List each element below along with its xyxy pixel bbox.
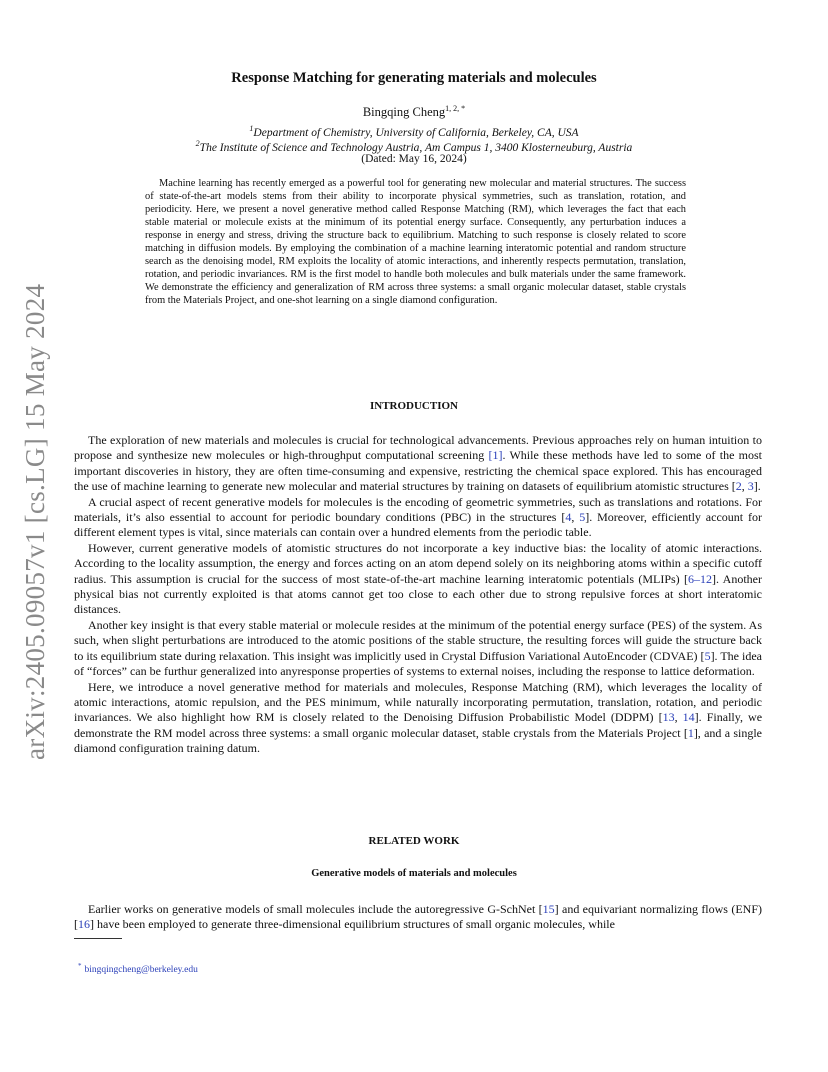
- text-run: ] and equivariant normalizing flows (ENF) [: [74, 902, 762, 932]
- footnote-mark: *: [78, 962, 82, 970]
- author-name: Bingqing Cheng: [362, 105, 446, 120]
- citation-link[interactable]: 6–12: [688, 571, 712, 586]
- intro-paragraph-3: [74, 541, 762, 618]
- author-line: [0, 104, 828, 120]
- intro-paragraph-4: [74, 618, 762, 680]
- intro-paragraph-2: [74, 495, 762, 541]
- text-run: ] have been employed to generate three-dimensional equilibrium structures of small organic molecules, while: [90, 917, 615, 932]
- text-run: The exploration of new materials and molecules is crucial for technological advancements. Previous approaches rely on human intuition to propose and synthesize new molecules or high-throughput computational screening: [74, 433, 762, 463]
- paper-title: Response Matching for generating materials and molecules: [231, 70, 597, 86]
- affiliation-1-text: Department of Chemistry, University of California, Berkeley, CA, USA: [253, 126, 579, 139]
- affiliation-2-mark: 2: [195, 139, 200, 148]
- citation-link[interactable]: 3: [747, 479, 754, 494]
- dated-line: (Dated: May 16, 2024): [361, 153, 467, 165]
- text-run: ,: [571, 510, 580, 525]
- introduction-heading: INTRODUCTION: [369, 400, 458, 412]
- citation-link[interactable]: 13: [662, 710, 675, 725]
- affiliation-2: [0, 139, 828, 154]
- intro-paragraph-1: [74, 433, 762, 495]
- footnote: [78, 962, 198, 975]
- footnote-divider: [74, 938, 122, 939]
- affiliation-2-text: The Institute of Science and Technology Austria, Am Campus 1, 3400 Klosterneuburg, Austria: [199, 141, 633, 154]
- intro-paragraph-5: [74, 680, 762, 757]
- text-run: ]. The idea of “forces” can be furthur generalized into anyresponse properties of systems to external noises, including the response to lattice deformation.: [74, 648, 763, 679]
- citation-link[interactable]: 15: [542, 902, 555, 916]
- abstract: Machine learning has recently emerged as a powerful tool for generating new molecular and material structures. The success of state-of-the-art models stems from their ability to incorporate physical symmetries, such as translation, rotation, and periodicity. Here, we present a novel generative method called Response Matching (RM), which leverages the fact that each stable material or molecule exists at the minimum of its potential energy surface. Consequently, any perturbation induces a response in energy and stress, driving the structure back to equilibrium. Matching to such response is closely related to score matching in diffusion models. By employing the combination of a machine learning interatomic potential and random structure search as the denoising model, RM exploits the locality of atomic interactions, and inherently respects permutation, translation, rotation, and periodic invariances. RM is the first model to handle both molecules and bulk materials under the same framework. We demonstrate the efficiency and generalization of RM across three systems: a small organic molecular dataset, stable crystals from the Materials Project, and one-shot learning on a single diamond configuration.: [145, 178, 686, 306]
- text-run: ]. Another physical bias not currently exploited is that atoms cannot get too close to each other due to strong repulsive forces at short interatomic distances.: [74, 571, 762, 617]
- citation-link[interactable]: 2: [735, 479, 742, 494]
- text-run: Here, we introduce a novel generative method for materials and molecules, Response Matching (RM), which leverages the locality of atomic interactions, atomic repulsion, and the PES minimum, while naturally incorporating permutation, translation, rotation, and periodic invariances. We also highlight how RM is closely related to the Denoising Diffusion Probabilistic Model (DDPM) [: [74, 679, 762, 725]
- related-work-heading: RELATED WORK: [368, 835, 460, 847]
- author-marks: 1, 2, *: [445, 104, 466, 113]
- citation-link[interactable]: [1]: [488, 448, 503, 463]
- text-run: ,: [741, 479, 748, 494]
- text-run: However, current generative models of atomistic structures do not incorporate a key inductive bias: the locality of atomic interactions. According to the locality assumption, the energy and forces acting on an atom depend solely on its neighboring atoms within a specific cutoff radius. This assumption is crucial for the success of most state-of-the-art machine learning interatomic potentials (MLIPs) [: [74, 540, 762, 586]
- related-paragraph-1: [74, 902, 762, 933]
- introduction-body: [74, 433, 762, 757]
- related-work-body: [74, 902, 762, 933]
- affiliation-1: [0, 124, 828, 139]
- text-run: A crucial aspect of recent generative models for molecules is the encoding of geometric symmetries, such as translations and rotations. For materials, it’s also essential to account for periodic boundary conditions (PBC) in the structures [: [74, 494, 762, 525]
- text-run: Another key insight is that every stable material or molecule resides at the minimum of the potential energy surface (PES) of the system. As such, when slight perturbations are introduced to the atomic positions of the stable structure, the resulting forces will guide the structure back to its equilibrium state during relaxation. This insight was implicitly used in Crystal Diffusion Variational AutoEncoder (CDVAE) [: [74, 617, 762, 663]
- generative-models-subheading: Generative models of materials and molecules: [311, 868, 517, 879]
- text-run: . While these methods have led to some of the most important discoveries in history, they are often time-consuming and expensive, restricting the chemical space explored. This has encouraged the use of machine learning to generate new molecular and material structures by training on datasets of equilibrium atomistic structures [: [74, 448, 762, 494]
- citation-link[interactable]: 4: [565, 510, 572, 525]
- citation-link[interactable]: 5: [704, 648, 711, 663]
- author-email-link[interactable]: bingqingcheng@berkeley.edu: [84, 965, 198, 976]
- citation-link[interactable]: 1: [687, 725, 694, 740]
- affiliation-1-mark: 1: [249, 124, 254, 133]
- text-run: ,: [674, 710, 683, 725]
- text-run: ]. Moreover, efficiently account for different element types is vital, since materials can contain over a hundred elements from the periodic table.: [74, 510, 762, 540]
- citation-link[interactable]: 14: [682, 710, 695, 725]
- text-run: ]. Finally, we demonstrate the RM model across three systems: a small organic molecular dataset, stable crystals from the Materials Project [: [74, 710, 763, 740]
- citation-link[interactable]: 5: [579, 510, 586, 525]
- arxiv-identifier-stamp: arXiv:2405.09057v1 [cs.LG] 15 May 2024: [20, 283, 50, 760]
- citation-link[interactable]: 16: [78, 917, 90, 932]
- text-run: Earlier works on generative models of small molecules include the autoregressive G-SchNet [: [88, 902, 543, 916]
- text-run: ].: [753, 479, 761, 494]
- text-run: ], and a single diamond configuration training datum.: [74, 725, 762, 756]
